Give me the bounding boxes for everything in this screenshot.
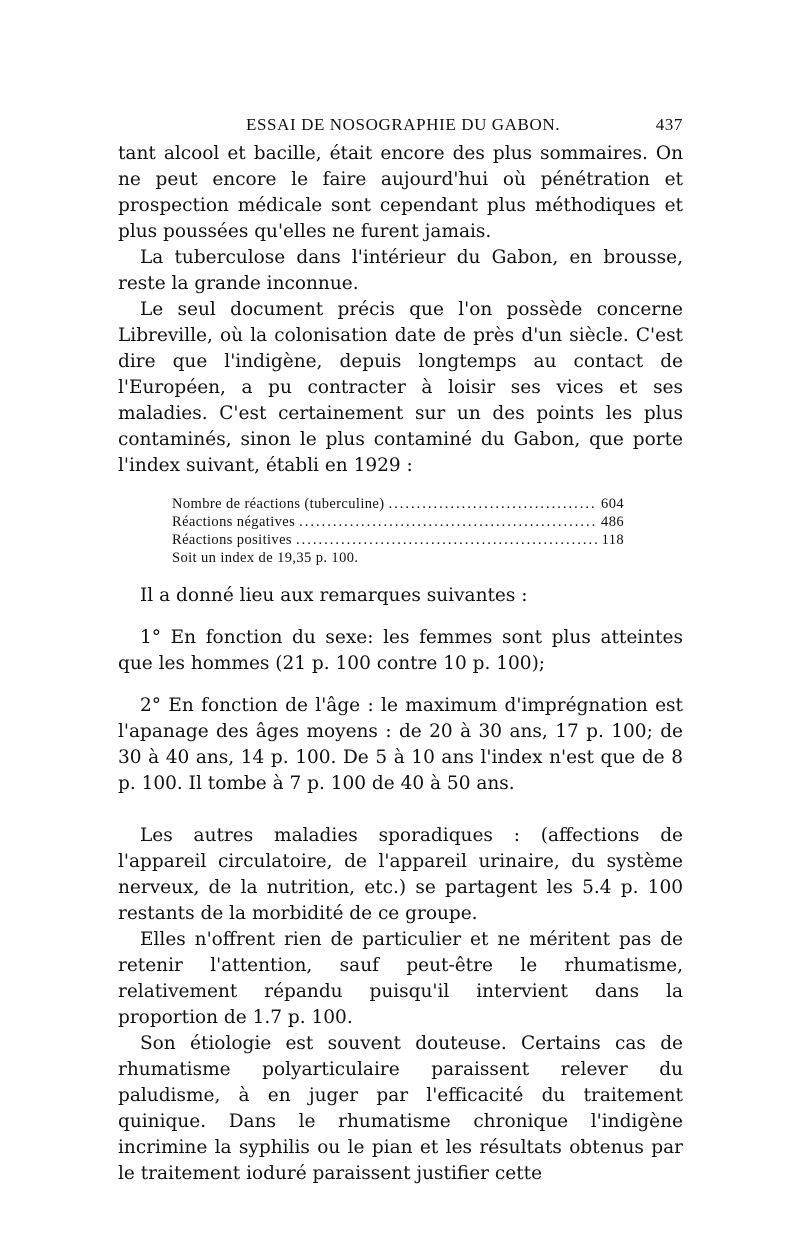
paragraph-remarques: Il a donné lieu aux remarques suivantes : <box>140 585 528 606</box>
leader-dots <box>389 495 598 513</box>
leader-dots <box>299 513 597 531</box>
paragraph-autres-maladies: Les autres maladies sporadiques : (affections de l'appareil circulatoire, de l'appareil urinaire, du système nerveux, de la nutrition, etc.) se partagent les 5.4 p. 100 restants de la morbidité de ce groupe. <box>118 825 683 924</box>
stat-label: Réactions négatives <box>172 514 296 530</box>
paragraph-age: 2° En fonction de l'âge : le maximum d'imprégnation est l'apanage des âges moyens : de 20 à 30 ans, 17 p. 100; de 30 à 40 ans, 14 p. 100. De 5 à 10 ans l'index n'est que de 8 p. 100. Il tombe à 7 p. 100 de 40 à 50 ans. <box>118 695 683 794</box>
stat-value: 486 <box>601 514 624 530</box>
stat-value: 604 <box>601 496 624 512</box>
leader-dots <box>296 531 598 549</box>
paragraph-rhumatisme: Elles n'offrent rien de particulier et ne méritent pas de retenir l'attention, sauf peut-être le rhumatisme, relativement répandu puisqu'il intervient dans la proportion de 1.7 p. 100. <box>118 929 683 1028</box>
page <box>118 115 683 1187</box>
paragraph-etiologie: Son étiologie est souvent douteuse. Certains cas de rhumatisme polyarticulaire paraissent relever du paludisme, à en juger par l'efficacité du traitement quinique. Dans le rhumatisme chronique l'indigène incrimine la syphilis ou le pian et les résultats obtenus par le traitement ioduré paraissent justifier cette <box>118 1033 683 1184</box>
stat-label: Nombre de réactions (tuberculine) <box>172 496 385 512</box>
running-header <box>118 115 683 141</box>
page-number: 437 <box>655 115 683 134</box>
stat-label: Réactions positives <box>172 532 292 548</box>
index-line: Soit un index de 19,35 p. 100. <box>172 550 359 566</box>
running-title: ESSAI DE NOSOGRAPHIE DU GABON. <box>246 115 561 134</box>
paragraph-tuberculose: La tuberculose dans l'intérieur du Gabon, en brousse, reste la grande inconnue. <box>118 247 683 294</box>
paragraph-continuation: tant alcool et bacille, était encore des plus sommaires. On ne peut encore le faire aujourd'hui où pénétration et prospection médicale sont cependant plus méthodiques et plus poussées qu'elles ne furent jamais. <box>118 143 683 242</box>
paragraph-libreville: Le seul document précis que l'on possède concerne Libreville, où la colonisation date de près d'un siècle. C'est dire que l'indigène, depuis longtemps au contact de l'Européen, a pu contracter à loisir ses vices et ses maladies. C'est certainement sur un des points les plus contaminés, sinon le plus contaminé du Gabon, que porte l'index suivant, établi en 1929 : <box>118 299 683 476</box>
stat-row <box>172 495 624 513</box>
tuberculin-stats-table <box>172 495 624 567</box>
stat-value: 118 <box>601 532 624 548</box>
paragraph-sexe: 1° En fonction du sexe: les femmes sont plus atteintes que les hommes (21 p. 100 contre 10 p. 100); <box>118 627 683 674</box>
stat-row <box>172 513 624 531</box>
stat-row <box>172 531 624 549</box>
